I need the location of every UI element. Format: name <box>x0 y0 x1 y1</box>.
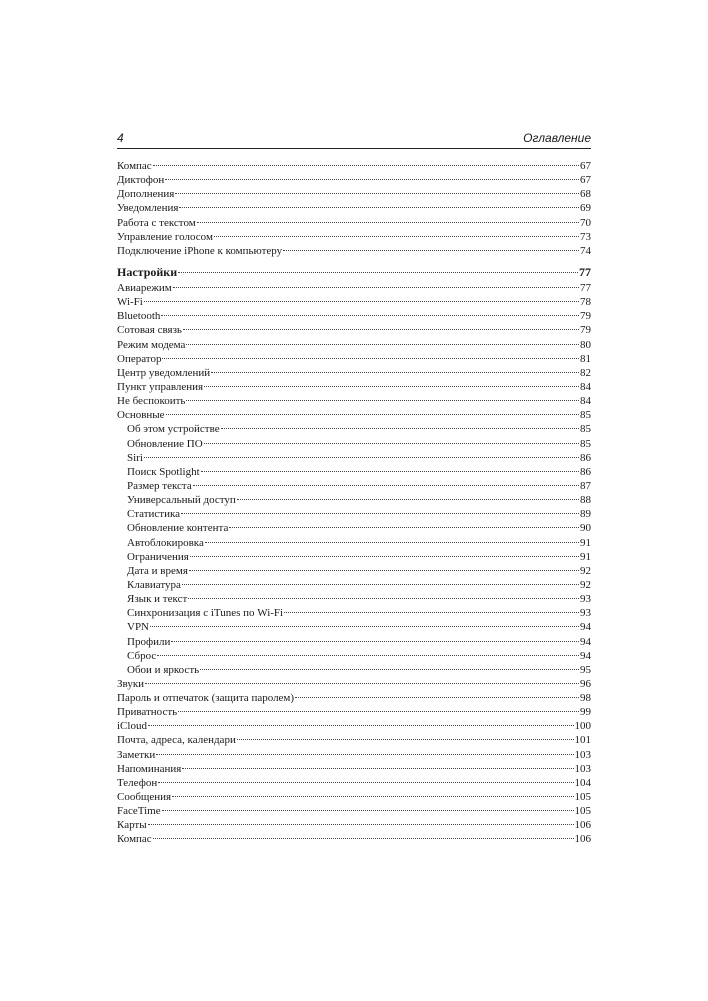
toc-entry[interactable] <box>117 479 591 493</box>
toc-entry[interactable] <box>117 230 591 244</box>
toc-entry[interactable] <box>117 201 591 215</box>
toc-entry[interactable] <box>117 394 591 408</box>
dot-leader <box>144 457 579 458</box>
toc-entry-page: 84 <box>580 395 591 408</box>
toc-entry-label: Звуки <box>117 677 145 690</box>
toc-entry-label: Обновление ПО <box>127 437 203 450</box>
dot-leader <box>186 344 579 345</box>
toc-entry-page: 88 <box>580 494 591 507</box>
dot-leader <box>178 711 579 712</box>
toc-entry-page: 91 <box>580 550 591 563</box>
toc-entry-label: Профили <box>127 635 171 648</box>
dot-leader <box>214 236 579 237</box>
dot-leader <box>171 641 579 642</box>
toc-entry[interactable] <box>117 818 591 832</box>
toc-entry-page: 92 <box>580 564 591 577</box>
toc-entry-page: 67 <box>580 160 591 172</box>
toc-entry-label: Настройки <box>117 264 178 279</box>
toc-entry-label: Язык и текст <box>127 593 188 606</box>
toc-entry-label: Об этом устройстве <box>127 423 220 436</box>
toc-entry-label: Подключение iPhone к компьютеру <box>117 244 283 257</box>
toc-entry-page: 92 <box>580 578 591 591</box>
toc-entry-label: Ограничения <box>127 550 189 563</box>
dot-leader <box>237 499 579 500</box>
toc-entry[interactable] <box>117 323 591 337</box>
toc-entry-page: 101 <box>574 734 591 747</box>
dot-leader <box>150 626 579 627</box>
table-of-contents <box>117 159 591 847</box>
toc-entry-page: 73 <box>580 230 591 243</box>
dot-leader <box>190 556 579 557</box>
toc-entry[interactable] <box>117 620 591 634</box>
toc-entry[interactable] <box>117 790 591 804</box>
toc-entry-page: 74 <box>580 244 591 257</box>
toc-entry[interactable] <box>117 606 591 620</box>
dot-leader <box>205 542 579 543</box>
toc-entry-label: Приватность <box>117 706 178 719</box>
toc-entry-page: 100 <box>574 720 591 733</box>
dot-leader <box>193 485 579 486</box>
toc-entry[interactable] <box>117 719 591 733</box>
toc-entry-label: Телефон <box>117 776 158 789</box>
toc-entry[interactable] <box>117 832 591 846</box>
toc-entry-page: 85 <box>580 437 591 450</box>
dot-leader <box>153 165 579 166</box>
toc-entry[interactable] <box>117 451 591 465</box>
dot-leader <box>161 315 579 316</box>
dot-leader <box>153 838 574 839</box>
dot-leader <box>211 372 579 373</box>
toc-entry-page: 94 <box>580 635 591 648</box>
toc-entry-label: Компас <box>117 833 152 846</box>
toc-entry-page: 94 <box>580 649 591 662</box>
dot-leader <box>145 683 579 684</box>
dot-leader <box>197 222 579 223</box>
dot-leader <box>162 358 579 359</box>
dot-leader <box>175 193 579 194</box>
toc-entry-page: 84 <box>580 380 591 393</box>
toc-entry-label: Статистика <box>127 508 181 521</box>
toc-entry-page: 80 <box>580 338 591 351</box>
dot-leader <box>166 414 579 415</box>
toc-entry-page: 77 <box>579 264 591 279</box>
toc-entry-label: Компас <box>117 160 152 172</box>
toc-entry-page: 106 <box>574 819 591 832</box>
toc-entry[interactable] <box>117 592 591 606</box>
toc-entry[interactable] <box>117 691 591 705</box>
toc-entry-page: 82 <box>580 366 591 379</box>
dot-leader <box>204 443 579 444</box>
toc-entry-page: 91 <box>580 536 591 549</box>
toc-entry-label: Автоблокировка <box>127 536 204 549</box>
toc-entry-label: Режим модема <box>117 338 186 351</box>
toc-entry-page: 105 <box>574 791 591 804</box>
toc-entry-label: Сообщения <box>117 791 172 804</box>
toc-entry-label: Напоминания <box>117 762 182 775</box>
toc-entry[interactable] <box>117 550 591 564</box>
toc-entry-label: Основные <box>117 409 165 422</box>
toc-entry[interactable] <box>117 422 591 436</box>
toc-entry[interactable] <box>117 748 591 762</box>
toc-entry[interactable] <box>117 564 591 578</box>
toc-entry-page: 93 <box>580 593 591 606</box>
toc-entry[interactable] <box>117 216 591 230</box>
toc-entry-label: Сотовая связь <box>117 324 182 337</box>
toc-entry[interactable] <box>117 804 591 818</box>
toc-entry-label: Размер текста <box>127 479 192 492</box>
toc-entry-page: 86 <box>580 451 591 464</box>
toc-entry-label: Bluetooth <box>117 310 161 323</box>
toc-entry-label: Клавиатура <box>127 578 181 591</box>
dot-leader <box>157 655 579 656</box>
toc-entry-page: 70 <box>580 216 591 229</box>
toc-entry[interactable] <box>117 663 591 677</box>
dot-leader <box>165 179 579 180</box>
dot-leader <box>200 669 579 670</box>
toc-entry-label: Дата и время <box>127 564 188 577</box>
toc-entry[interactable] <box>117 578 591 592</box>
toc-entry[interactable] <box>117 677 591 691</box>
toc-entry[interactable] <box>117 705 591 719</box>
toc-entry-page: 85 <box>580 409 591 422</box>
dot-leader <box>182 584 579 585</box>
toc-entry-label: Оператор <box>117 352 162 365</box>
toc-entry-label: Универсальный доступ <box>127 494 236 507</box>
toc-entry[interactable] <box>117 408 591 422</box>
dot-leader <box>183 329 579 330</box>
toc-entry[interactable] <box>117 159 591 173</box>
toc-entry[interactable] <box>117 649 591 663</box>
toc-entry[interactable] <box>117 635 591 649</box>
toc-entry-page: 98 <box>580 692 591 705</box>
running-title: Оглавление <box>523 131 591 145</box>
toc-entry-label: Карты <box>117 819 147 832</box>
toc-entry-label: Управление голосом <box>117 230 213 243</box>
toc-entry-label: Обновление контента <box>127 522 229 535</box>
toc-entry-label: Синхронизация с iTunes по Wi-Fi <box>127 607 284 620</box>
toc-entry-label: iCloud <box>117 720 147 733</box>
toc-entry-label: Не беспокоить <box>117 395 186 408</box>
toc-entry-page: 85 <box>580 423 591 436</box>
toc-entry-page: 68 <box>580 188 591 201</box>
dot-leader <box>295 697 579 698</box>
page-header <box>117 131 591 147</box>
toc-entry[interactable] <box>117 733 591 747</box>
toc-entry[interactable] <box>117 338 591 352</box>
toc-entry-page: 90 <box>580 522 591 535</box>
toc-entry[interactable] <box>117 187 591 201</box>
toc-entry-page: 106 <box>574 833 591 846</box>
dot-leader <box>182 768 573 769</box>
toc-entry[interactable] <box>117 244 591 258</box>
toc-entry-page: 86 <box>580 465 591 478</box>
toc-entry[interactable] <box>117 295 591 309</box>
toc-entry[interactable] <box>117 776 591 790</box>
toc-entry[interactable] <box>117 536 591 550</box>
toc-entry-page: 103 <box>574 748 591 761</box>
toc-entry[interactable] <box>117 465 591 479</box>
toc-entry-label: Почта, адреса, календари <box>117 734 236 747</box>
toc-entry-page: 105 <box>574 805 591 818</box>
toc-entry-page: 94 <box>580 621 591 634</box>
toc-entry-page: 87 <box>580 479 591 492</box>
dot-leader <box>189 570 579 571</box>
toc-entry[interactable] <box>117 173 591 187</box>
toc-entry-page: 81 <box>580 352 591 365</box>
toc-entry-label: Диктофон <box>117 174 165 187</box>
toc-entry-label: Wi-Fi <box>117 296 143 309</box>
dot-leader <box>173 287 579 288</box>
toc-entry-page: 69 <box>580 202 591 215</box>
toc-entry-page: 96 <box>580 677 591 690</box>
toc-entry[interactable] <box>117 366 591 380</box>
toc-entry[interactable] <box>117 507 591 521</box>
toc-entry[interactable] <box>117 521 591 535</box>
dot-leader <box>172 796 573 797</box>
toc-entry-label: Сброс <box>127 649 157 662</box>
dot-leader <box>237 739 574 740</box>
dot-leader <box>162 810 574 811</box>
toc-entry-label: FaceTime <box>117 805 161 818</box>
dot-leader <box>148 824 574 825</box>
toc-entry-label: Авиарежим <box>117 281 172 294</box>
toc-entry-label: Заметки <box>117 748 156 761</box>
toc-entry-label: Центр уведомлений <box>117 366 211 379</box>
toc-entry-page: 67 <box>580 174 591 187</box>
dot-leader <box>229 527 579 528</box>
toc-entry-label: Поиск Spotlight <box>127 465 200 478</box>
toc-entry[interactable] <box>117 762 591 776</box>
dot-leader <box>144 301 579 302</box>
toc-entry-page: 93 <box>580 607 591 620</box>
toc-chapter[interactable] <box>117 264 591 281</box>
toc-entry-label: Siri <box>127 451 143 464</box>
toc-entry-page: 79 <box>580 324 591 337</box>
dot-leader <box>181 513 579 514</box>
dot-leader <box>179 207 579 208</box>
toc-entry-label: Работа с текстом <box>117 216 196 229</box>
toc-entry[interactable] <box>117 309 591 323</box>
toc-entry-page: 78 <box>580 296 591 309</box>
dot-leader <box>158 782 573 783</box>
toc-entry-page: 77 <box>580 281 591 294</box>
toc-entry-page: 95 <box>580 663 591 676</box>
dot-leader <box>178 272 578 273</box>
dot-leader <box>283 250 579 251</box>
toc-entry-label: Дополнения <box>117 188 175 201</box>
toc-entry-label: Уведомления <box>117 202 179 215</box>
dot-leader <box>188 598 579 599</box>
dot-leader <box>221 428 579 429</box>
toc-entry-label: VPN <box>127 621 150 634</box>
toc-entry-label: Пароль и отпечаток (защита паролем) <box>117 692 295 705</box>
dot-leader <box>148 725 574 726</box>
toc-entry-page: 79 <box>580 310 591 323</box>
dot-leader <box>284 612 579 613</box>
toc-entry-page: 103 <box>574 762 591 775</box>
page-number: 4 <box>117 131 124 145</box>
dot-leader <box>201 471 579 472</box>
toc-entry[interactable] <box>117 281 591 295</box>
dot-leader <box>156 754 573 755</box>
toc-entry-page: 104 <box>574 776 591 789</box>
toc-entry[interactable] <box>117 437 591 451</box>
dot-leader <box>186 400 579 401</box>
dot-leader <box>204 386 579 387</box>
toc-entry-label: Обои и яркость <box>127 663 200 676</box>
toc-entry-page: 99 <box>580 706 591 719</box>
toc-entry[interactable] <box>117 380 591 394</box>
toc-entry[interactable] <box>117 352 591 366</box>
toc-entry[interactable] <box>117 493 591 507</box>
toc-entry-page: 89 <box>580 508 591 521</box>
header-rule <box>117 148 591 149</box>
toc-entry-label: Пункт управления <box>117 380 204 393</box>
